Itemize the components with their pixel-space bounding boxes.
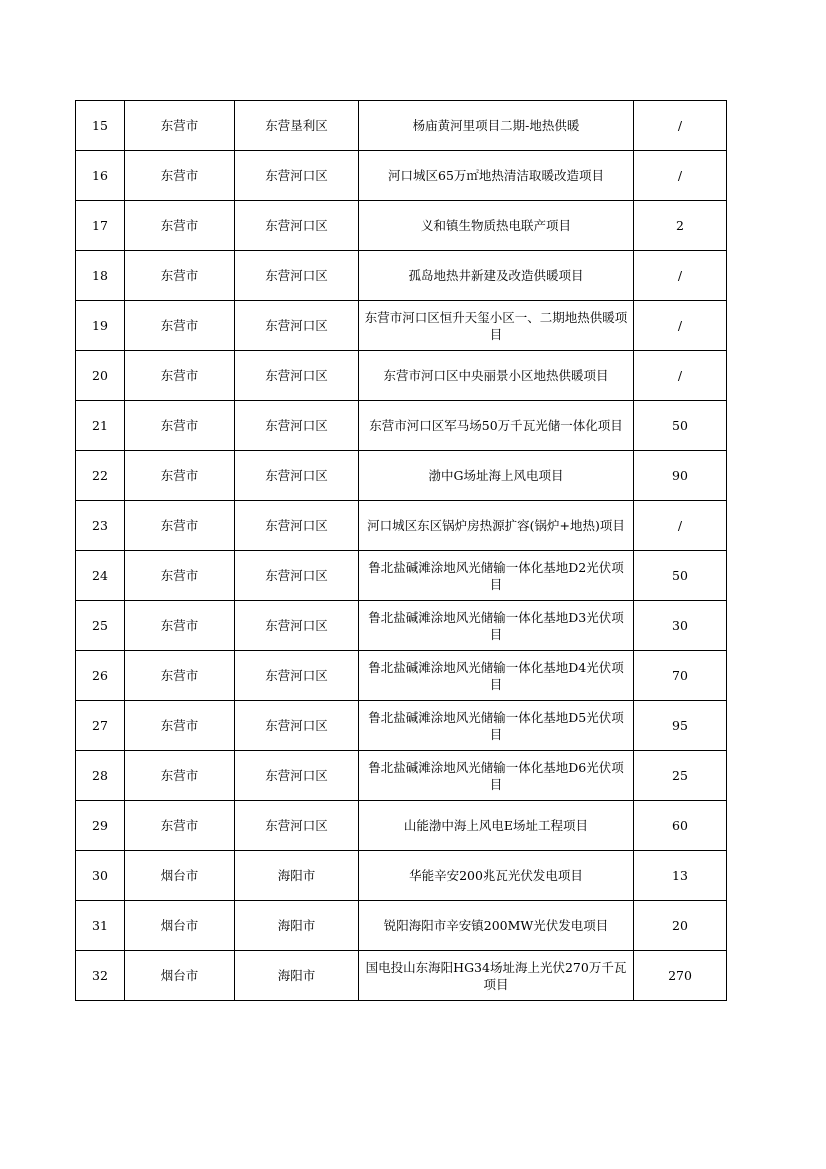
district-cell: 东营河口区	[235, 451, 359, 501]
district-cell: 东营河口区	[235, 551, 359, 601]
project-name-cell: 鲁北盐碱滩涂地风光储输一体化基地D6光伏项目	[359, 751, 634, 801]
row-number-cell: 25	[76, 601, 125, 651]
district-cell: 东营河口区	[235, 501, 359, 551]
row-number-cell: 26	[76, 651, 125, 701]
table-row	[76, 101, 727, 151]
project-name-cell: 华能辛安200兆瓦光伏发电项目	[359, 851, 634, 901]
city-cell: 东营市	[125, 701, 235, 751]
row-number-cell: 30	[76, 851, 125, 901]
scale-cell: /	[634, 151, 727, 201]
row-number-cell: 29	[76, 801, 125, 851]
table-row	[76, 851, 727, 901]
city-cell: 东营市	[125, 201, 235, 251]
row-number-cell: 32	[76, 951, 125, 1001]
table-row	[76, 951, 727, 1001]
project-name-cell: 东营市河口区中央丽景小区地热供暖项目	[359, 351, 634, 401]
city-cell: 东营市	[125, 251, 235, 301]
district-cell: 海阳市	[235, 951, 359, 1001]
row-number-cell: 24	[76, 551, 125, 601]
table-row	[76, 401, 727, 451]
project-table	[75, 100, 727, 1001]
project-name-cell: 鲁北盐碱滩涂地风光储输一体化基地D3光伏项目	[359, 601, 634, 651]
scale-cell: 2	[634, 201, 727, 251]
project-name-cell: 杨庙黄河里项目二期-地热供暖	[359, 101, 634, 151]
row-number-cell: 27	[76, 701, 125, 751]
project-name-cell: 渤中G场址海上风电项目	[359, 451, 634, 501]
row-number-cell: 16	[76, 151, 125, 201]
project-table-body	[76, 101, 727, 1001]
row-number-cell: 31	[76, 901, 125, 951]
scale-cell: 90	[634, 451, 727, 501]
city-cell: 东营市	[125, 651, 235, 701]
district-cell: 东营河口区	[235, 301, 359, 351]
city-cell: 烟台市	[125, 851, 235, 901]
row-number-cell: 28	[76, 751, 125, 801]
city-cell: 东营市	[125, 501, 235, 551]
project-name-cell: 东营市河口区军马场50万千瓦光储一体化项目	[359, 401, 634, 451]
project-name-cell: 义和镇生物质热电联产项目	[359, 201, 634, 251]
row-number-cell: 15	[76, 101, 125, 151]
project-name-cell: 国电投山东海阳HG34场址海上光伏270万千瓦项目	[359, 951, 634, 1001]
row-number-cell: 17	[76, 201, 125, 251]
scale-cell: 95	[634, 701, 727, 751]
table-row	[76, 451, 727, 501]
district-cell: 东营河口区	[235, 701, 359, 751]
table-row	[76, 751, 727, 801]
district-cell: 东营河口区	[235, 751, 359, 801]
district-cell: 东营河口区	[235, 151, 359, 201]
district-cell: 东营河口区	[235, 801, 359, 851]
scale-cell: 270	[634, 951, 727, 1001]
city-cell: 东营市	[125, 301, 235, 351]
city-cell: 东营市	[125, 451, 235, 501]
table-row	[76, 351, 727, 401]
project-name-cell: 鲁北盐碱滩涂地风光储输一体化基地D5光伏项目	[359, 701, 634, 751]
row-number-cell: 19	[76, 301, 125, 351]
scale-cell: 13	[634, 851, 727, 901]
scale-cell: 70	[634, 651, 727, 701]
scale-cell: 20	[634, 901, 727, 951]
table-row	[76, 251, 727, 301]
district-cell: 海阳市	[235, 901, 359, 951]
scale-cell: 60	[634, 801, 727, 851]
table-row	[76, 801, 727, 851]
row-number-cell: 21	[76, 401, 125, 451]
project-name-cell: 孤岛地热井新建及改造供暖项目	[359, 251, 634, 301]
scale-cell: /	[634, 351, 727, 401]
table-row	[76, 301, 727, 351]
row-number-cell: 22	[76, 451, 125, 501]
table-row	[76, 651, 727, 701]
project-name-cell: 东营市河口区恒升天玺小区一、二期地热供暖项目	[359, 301, 634, 351]
district-cell: 东营河口区	[235, 651, 359, 701]
project-name-cell: 锐阳海阳市辛安镇200MW光伏发电项目	[359, 901, 634, 951]
city-cell: 烟台市	[125, 951, 235, 1001]
table-row	[76, 551, 727, 601]
district-cell: 海阳市	[235, 851, 359, 901]
scale-cell: /	[634, 101, 727, 151]
project-name-cell: 鲁北盐碱滩涂地风光储输一体化基地D4光伏项目	[359, 651, 634, 701]
district-cell: 东营垦利区	[235, 101, 359, 151]
city-cell: 东营市	[125, 551, 235, 601]
city-cell: 东营市	[125, 101, 235, 151]
scale-cell: 30	[634, 601, 727, 651]
scale-cell: 25	[634, 751, 727, 801]
scale-cell: /	[634, 301, 727, 351]
table-row	[76, 601, 727, 651]
row-number-cell: 18	[76, 251, 125, 301]
scale-cell: 50	[634, 401, 727, 451]
district-cell: 东营河口区	[235, 351, 359, 401]
table-row	[76, 701, 727, 751]
project-name-cell: 河口城区65万㎡地热清洁取暖改造项目	[359, 151, 634, 201]
district-cell: 东营河口区	[235, 601, 359, 651]
project-name-cell: 河口城区东区锅炉房热源扩容(锅炉+地热)项目	[359, 501, 634, 551]
city-cell: 东营市	[125, 401, 235, 451]
district-cell: 东营河口区	[235, 251, 359, 301]
table-row	[76, 501, 727, 551]
table-row	[76, 151, 727, 201]
table-row	[76, 201, 727, 251]
scale-cell: /	[634, 251, 727, 301]
city-cell: 东营市	[125, 151, 235, 201]
district-cell: 东营河口区	[235, 201, 359, 251]
project-name-cell: 山能渤中海上风电E场址工程项目	[359, 801, 634, 851]
row-number-cell: 20	[76, 351, 125, 401]
scale-cell: /	[634, 501, 727, 551]
scale-cell: 50	[634, 551, 727, 601]
city-cell: 东营市	[125, 751, 235, 801]
district-cell: 东营河口区	[235, 401, 359, 451]
city-cell: 东营市	[125, 801, 235, 851]
row-number-cell: 23	[76, 501, 125, 551]
table-row	[76, 901, 727, 951]
city-cell: 东营市	[125, 351, 235, 401]
city-cell: 东营市	[125, 601, 235, 651]
project-name-cell: 鲁北盐碱滩涂地风光储输一体化基地D2光伏项目	[359, 551, 634, 601]
city-cell: 烟台市	[125, 901, 235, 951]
